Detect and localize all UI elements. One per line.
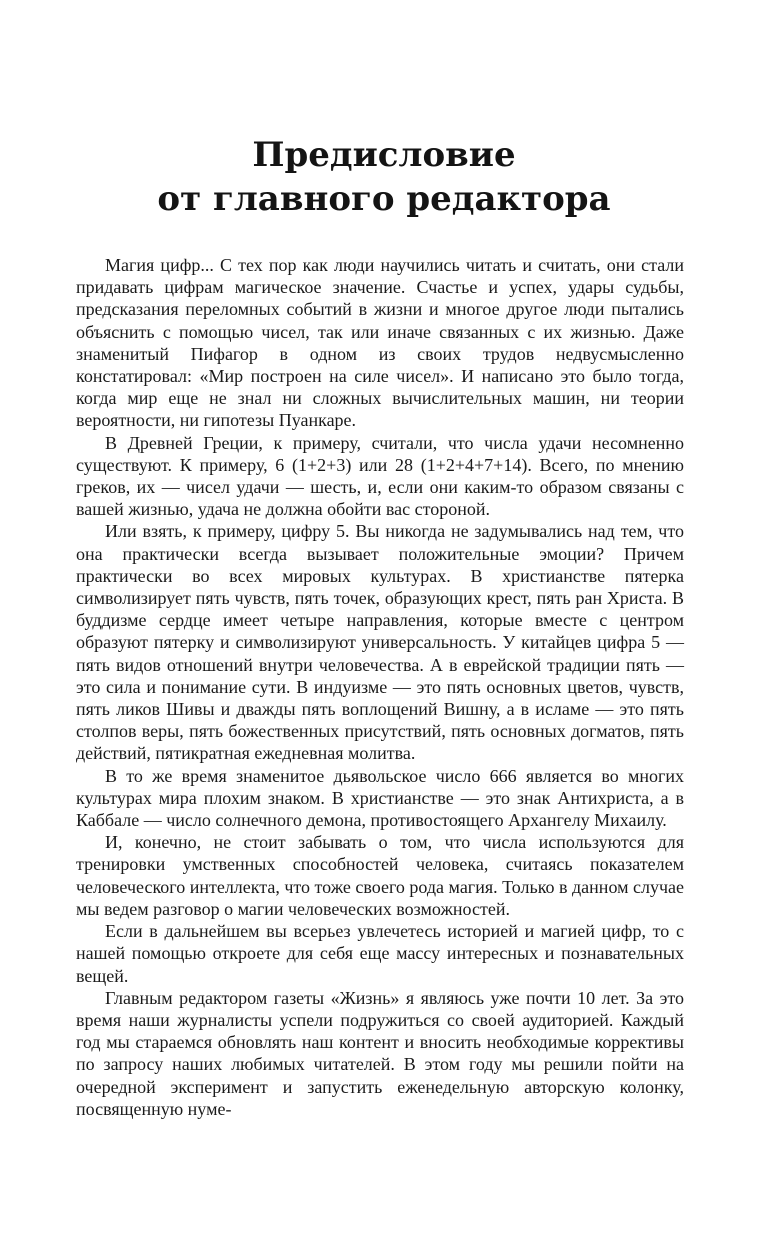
paragraph-4: В то же время знаменитое дьявольское число 666 является во многих культурах мира плохим знаком. В христианстве — это знак Антихриста, а в Каббале — число солнечного демона, противостоящего Архангелу Михаилу.: [76, 765, 684, 831]
body-text: [76, 254, 684, 1120]
paragraph-5: И, конечно, не стоит забывать о том, что числа используются для тренировки умственных способностей человека, считаясь показателем человеческого интеллекта, что тоже своего рода магия. Только в данном случае мы ведем разговор о магии человеческих возможностей.: [76, 832, 684, 919]
paragraph-2: В Древней Греции, к примеру, считали, что числа удачи несомненно существуют. К примеру, 6 (1+2+3) или 28 (1+2+4+7+14). Всего, по мнению греков, их — чисел удачи — шесть, и, если они каким-то образом связаны с вашей жизнью, удача не должна обойти вас стороной.: [76, 432, 684, 520]
chapter-title-line-1: Предисловие: [252, 135, 516, 175]
chapter-title-line-2: от главного редактора: [157, 179, 611, 219]
chapter-title: [60, 133, 708, 221]
paragraph-7: Главным редактором газеты «Жизнь» я являюсь уже почти 10 лет. За это время наши журналисты успели подружиться со своей аудиторией. Каждый год мы стараемся обновлять наш контент и вносить необходимые коррективы по запросу наших любимых читателей. В этом году мы решили пойти на очередной эксперимент и запустить еженедельную авторскую колонку, посвященную нуме-: [76, 987, 684, 1119]
paragraph-3: Или взять, к примеру, цифру 5. Вы никогда не задумывались над тем, что она практически всегда вызывает положительные эмоции? Причем практически во всех мировых культурах. В христианстве пятерка символизирует пять чувств, пять точек, образующих крест, пять ран Христа. В буддизме сердце имеет четыре направления, которые вместе с центром образуют пятерку и символизируют универсальность. У китайцев цифра 5 — пять видов отношений внутри человечества. А в еврейской традиции пять — это сила и понимание сути. В индуизме — это пять основных цветов, чувств, пять ликов Шивы и дважды пять воплощений Вишну, а в исламе — это пять столпов веры, пять божественных присутствий, пять основных догматов, пять действий, пятикратная ежедневная молитва.: [76, 521, 684, 764]
paragraph-1: Магия цифр... С тех пор как люди научились читать и считать, они стали придавать цифрам магическое значение. Счастье и успех, удары судьбы, предсказания переломных событий в жизни и многое другое люди пытались объяснить с помощью чисел, так или иначе связанных с их жизнью. Даже знаменитый Пифагор в одном из своих трудов недвусмысленно констатировал: «Мир построен на силе чисел». И написано это было тогда, когда мир еще не знал ни сложных вычислительных машин, ни теории вероятности, ни гипотезы Пуанкаре.: [76, 255, 684, 431]
paragraph-6: Если в дальнейшем вы всерьез увлечетесь историей и магией цифр, то с нашей помощью откроете для себя еще массу интересных и познавательных вещей.: [76, 921, 684, 986]
